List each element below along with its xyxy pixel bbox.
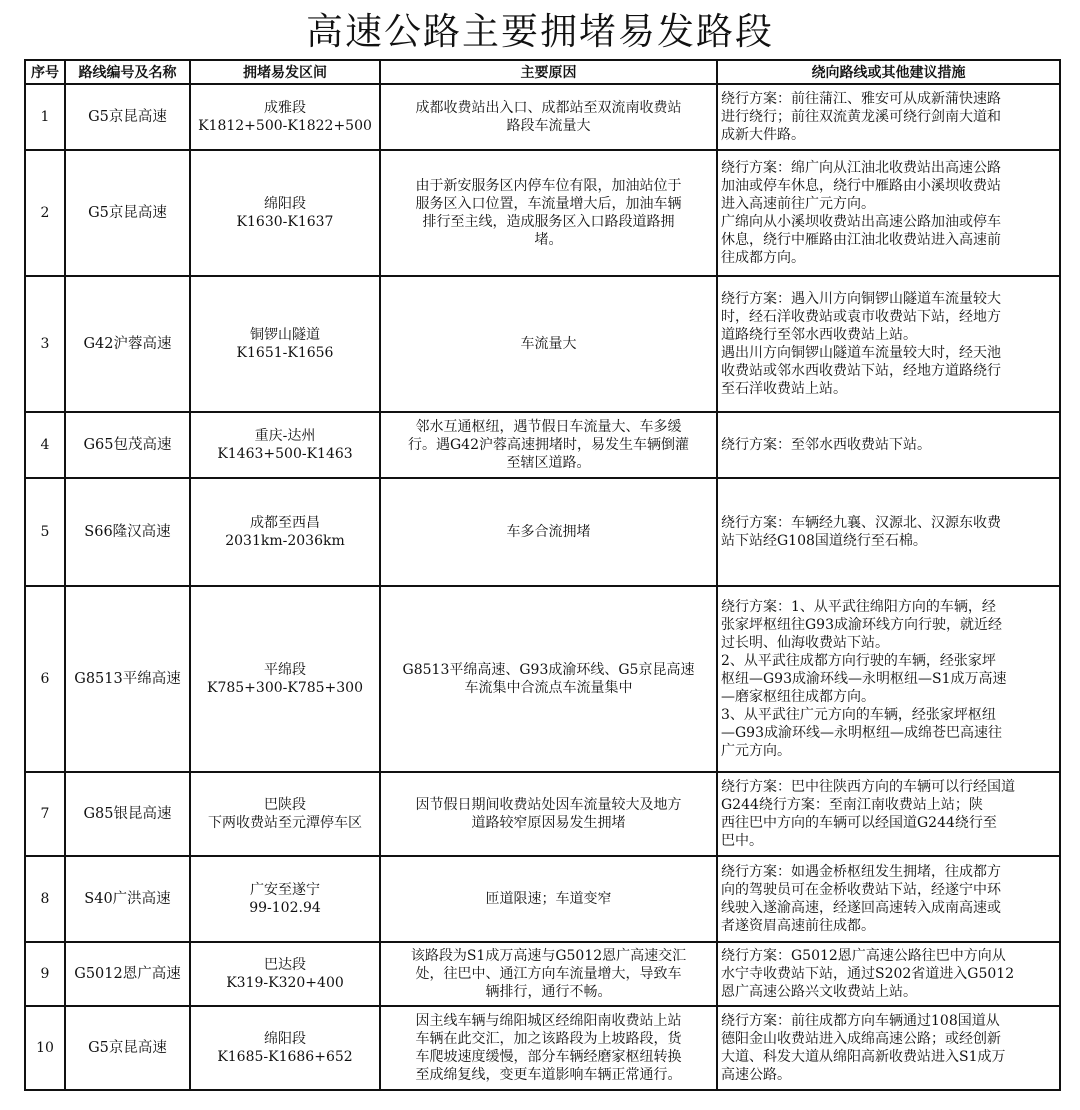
cell-suggestion-line: 广绵向从小溪坝收费站出高速公路加油或停车: [721, 214, 1001, 230]
cell-reason: [380, 586, 717, 772]
header-section: 拥堵易发区间: [190, 60, 380, 84]
cell-suggestion-line: 枢纽—G93成渝环线—永明枢纽—S1成万高速: [721, 671, 1007, 687]
cell-section: [190, 276, 380, 412]
cell-no: 5: [25, 478, 65, 586]
cell-reason: [380, 478, 717, 586]
cell-reason: [380, 276, 717, 412]
cell-suggestion-line: 绕行方案：G5012恩广高速公路往巴中方向从: [721, 948, 1006, 964]
cell-suggestion-line: 西往巴中方向的车辆可以经国道G244绕行至: [721, 815, 997, 831]
cell-no: 1: [25, 84, 65, 150]
cell-section-line: K785+300-K785+300: [207, 680, 363, 696]
table-row: [25, 412, 1060, 478]
cell-reason-line: 匝道限速；车道变窄: [485, 891, 612, 907]
cell-section: [190, 478, 380, 586]
cell-suggestion-line: 成新大件路。: [721, 127, 805, 143]
cell-reason-line: 堵。: [534, 232, 563, 248]
cell-section-line: 广安至遂宁: [250, 882, 320, 898]
cell-section: [190, 84, 380, 150]
table-row: [25, 856, 1060, 942]
cell-reason-line: 车流量大: [520, 336, 577, 352]
cell-route: S66隆汉高速: [65, 478, 190, 586]
cell-suggestion-line: 绕行方案：车辆经九襄、汉源北、汉源东收费: [721, 515, 1001, 531]
cell-reason-line: G8513平绵高速、G93成渝环线、G5京昆高速: [402, 662, 695, 678]
cell-suggestion-line: 高速公路。: [721, 1067, 791, 1083]
table-row: [25, 942, 1060, 1006]
cell-section-line: K1685-K1686+652: [217, 1049, 353, 1065]
cell-section-line: K319-K320+400: [226, 975, 344, 991]
cell-reason-line: 车爬坡速度缓慢，部分车辆经磨家枢纽转换: [415, 1049, 682, 1065]
cell-no: 10: [25, 1006, 65, 1090]
cell-suggestion-line: 张家坪枢纽往G93成渝环线方向行驶，就近经: [721, 617, 1002, 633]
cell-route: G65包茂高速: [65, 412, 190, 478]
cell-section: [190, 772, 380, 856]
cell-section-line: 下两收费站至元潭停车区: [208, 815, 362, 831]
cell-reason: [380, 412, 717, 478]
table-row: [25, 1006, 1060, 1090]
cell-section: [190, 942, 380, 1006]
cell-reason: [380, 84, 717, 150]
header-route: 路线编号及名称: [65, 60, 190, 84]
cell-suggestion-line: 往成都方向。: [721, 250, 805, 266]
header-suggestion: 绕向路线或其他建议措施: [717, 60, 1060, 84]
cell-no: 2: [25, 150, 65, 276]
table-row: [25, 84, 1060, 150]
cell-suggestion-line: 站下站经G108国道绕行至石棉。: [721, 533, 927, 549]
cell-reason-line: 该路段为S1成万高速与G5012恩广高速交汇: [410, 948, 687, 964]
cell-suggestion: [717, 772, 1060, 856]
cell-reason: [380, 856, 717, 942]
cell-suggestion-line: 德阳金山收费站进入成绵高速公路；或经创新: [721, 1031, 1001, 1047]
page-title: 高速公路主要拥堵易发路段: [306, 10, 774, 53]
cell-suggestion-line: G244绕行方案：至南江南收费站上站；陕: [721, 797, 983, 813]
cell-suggestion-line: 绕行方案：1、从平武往绵阳方向的车辆，经: [721, 599, 996, 615]
cell-suggestion-line: 绕行方案：前往成都方向车辆通过108国道从: [721, 1013, 1000, 1029]
cell-reason-line: 路段车流量大: [506, 118, 591, 134]
cell-section-line: 99-102.94: [249, 900, 321, 916]
table-header-row: [25, 60, 1060, 84]
cell-section-line: 2031km-2036km: [225, 533, 345, 549]
cell-reason-line: 车辆在此交汇，加之该路段为上坡路段，货: [415, 1031, 682, 1047]
cell-suggestion: [717, 586, 1060, 772]
cell-reason-line: 服务区入口位置，车流量增大后，加油车辆: [415, 196, 682, 212]
cell-reason-line: 道路较窄原因易发生拥堵: [471, 815, 626, 831]
cell-suggestion-line: 向的驾驶员可在金桥收费站下站，经遂宁中环: [721, 882, 1001, 898]
cell-route: G5京昆高速: [65, 84, 190, 150]
cell-suggestion-line: 进入高速前往广元方向。: [721, 196, 875, 212]
cell-suggestion-line: 绕行方案：巴中往陕西方向的车辆可以行经国道: [721, 779, 1015, 795]
cell-section: [190, 1006, 380, 1090]
cell-section-line: K1463+500-K1463: [217, 446, 353, 462]
cell-suggestion-line: 绕行方案：遇入川方向铜锣山隧道车流量较大: [721, 291, 1001, 307]
cell-suggestion-line: 者遂资眉高速前往成都。: [721, 918, 875, 934]
cell-section-line: K1651-K1656: [236, 345, 334, 361]
cell-section-line: K1630-K1637: [236, 214, 334, 230]
cell-suggestion-line: 休息，绕行中雁路由江油北收费站进入高速前: [721, 232, 1001, 248]
cell-reason-line: 邻水互通枢纽，遇节假日车流量大、车多缓: [415, 419, 682, 435]
cell-reason-line: 至成绵复线，变更车道影响车辆正常通行。: [415, 1067, 682, 1083]
cell-route: G42沪蓉高速: [65, 276, 190, 412]
cell-section: [190, 586, 380, 772]
cell-reason-line: 车流集中合流点车流量集中: [464, 680, 633, 696]
cell-suggestion: [717, 276, 1060, 412]
cell-section: [190, 150, 380, 276]
table-row: [25, 276, 1060, 412]
cell-section-line: 巴陕段: [264, 797, 306, 813]
cell-route: G5京昆高速: [65, 150, 190, 276]
cell-reason-line: 行。遇G42沪蓉高速拥堵时，易发生车辆倒灌: [408, 437, 689, 453]
cell-suggestion-line: 遇出川方向铜锣山隧道车流量较大时，经天池: [721, 345, 1001, 361]
cell-no: 8: [25, 856, 65, 942]
cell-no: 4: [25, 412, 65, 478]
header-reason: 主要原因: [380, 60, 717, 84]
cell-reason: [380, 772, 717, 856]
cell-suggestion-line: 大道、科发大道从绵阳高新收费站进入S1成万: [721, 1049, 1006, 1065]
cell-suggestion-line: 3、从平武往广元方向的车辆，经张家坪枢纽: [721, 707, 996, 723]
cell-suggestion: [717, 150, 1060, 276]
cell-reason-line: 辆排行，通行不畅。: [485, 984, 612, 1000]
cell-no: 3: [25, 276, 65, 412]
cell-section-line: 绵阳段: [264, 196, 306, 212]
cell-suggestion-line: 恩广高速公路兴文收费站上站。: [721, 984, 917, 1000]
cell-route: G8513平绵高速: [65, 586, 190, 772]
cell-reason-line: 处，往巴中、通江方向车流量增大，导致车: [415, 966, 682, 982]
cell-suggestion-line: 线驶入遂渝高速，经遂回高速转入成南高速或: [721, 900, 1001, 916]
cell-reason: [380, 942, 717, 1006]
cell-no: 7: [25, 772, 65, 856]
cell-section-line: K1812+500-K1822+500: [198, 118, 372, 134]
cell-section-line: 重庆-达州: [254, 428, 316, 444]
cell-suggestion-line: 巴中。: [721, 833, 763, 849]
cell-reason-line: 至辖区道路。: [506, 455, 591, 471]
cell-suggestion-line: 广元方向。: [721, 743, 791, 759]
cell-reason-line: 由于新安服务区内停车位有限，加油站位于: [415, 178, 682, 194]
cell-suggestion-line: 2、从平武往成都方向行驶的车辆，经张家坪: [721, 653, 996, 669]
cell-suggestion: [717, 856, 1060, 942]
cell-section: [190, 856, 380, 942]
cell-suggestion-line: 加油或停车休息，绕行中雁路由小溪坝收费站: [721, 178, 1001, 194]
cell-suggestion-line: 绕行方案：前往蒲江、雅安可从成新蒲快速路: [721, 91, 1001, 107]
cell-reason-line: 因节假日期间收费站处因车流量较大及地方: [415, 797, 682, 813]
cell-suggestion-line: —G93成渝环线—永明枢纽—成绵苍巴高速往: [721, 725, 1002, 741]
cell-suggestion-line: 进行绕行；前往双流黄龙溪可绕行剑南大道和: [721, 109, 1001, 125]
cell-suggestion: [717, 1006, 1060, 1090]
cell-route: G5012恩广高速: [65, 942, 190, 1006]
cell-reason-line: 成都收费站出入口、成都站至双流南收费站: [415, 100, 682, 116]
cell-suggestion: [717, 84, 1060, 150]
table-row: [25, 150, 1060, 276]
congestion-table: [24, 59, 1061, 1091]
cell-suggestion-line: 过长明、仙海收费站下站。: [721, 635, 889, 651]
cell-route: G5京昆高速: [65, 1006, 190, 1090]
cell-suggestion-line: 水宁寺收费站下站，通过S202省道进入G5012: [721, 966, 1015, 982]
cell-suggestion-line: 至石洋收费站上站。: [721, 381, 847, 397]
cell-section-line: 成都至西昌: [250, 515, 320, 531]
cell-suggestion: [717, 478, 1060, 586]
cell-suggestion-line: 时，经石洋收费站或袁市收费站下站，经地方: [721, 309, 1001, 325]
cell-suggestion-line: 道路绕行至邻水西收费站上站。: [721, 327, 917, 343]
cell-reason-line: 车多合流拥堵: [506, 524, 591, 540]
cell-route: G85银昆高速: [65, 772, 190, 856]
cell-suggestion-line: 绕行方案：至邻水西收费站下站。: [721, 437, 931, 453]
cell-suggestion: [717, 942, 1060, 1006]
cell-section: [190, 412, 380, 478]
cell-reason-line: 排行至主线，造成服务区入口路段道路拥: [422, 214, 675, 230]
cell-section-line: 成雅段: [264, 100, 306, 116]
cell-section-line: 巴达段: [264, 957, 306, 973]
cell-no: 9: [25, 942, 65, 1006]
cell-no: 6: [25, 586, 65, 772]
cell-section-line: 铜锣山隧道: [250, 327, 320, 343]
header-no: 序号: [25, 60, 65, 84]
cell-reason: [380, 1006, 717, 1090]
cell-suggestion-line: 绕行方案：绵广向从江油北收费站出高速公路: [721, 160, 1001, 176]
table-row: [25, 772, 1060, 856]
cell-reason-line: 因主线车辆与绵阳城区经绵阳南收费站上站: [415, 1013, 682, 1029]
cell-suggestion-line: —磨家枢纽往成都方向。: [721, 689, 875, 705]
cell-suggestion-line: 收费站或邻水西收费站下站，经地方道路绕行: [721, 363, 1001, 379]
cell-section-line: 平绵段: [264, 662, 306, 678]
table-row: [25, 478, 1060, 586]
cell-suggestion-line: 绕行方案：如遇金桥枢纽发生拥堵，往成都方: [721, 864, 1001, 880]
cell-suggestion: [717, 412, 1060, 478]
cell-route: S40广洪高速: [65, 856, 190, 942]
table-row: [25, 586, 1060, 772]
cell-section-line: 绵阳段: [264, 1031, 306, 1047]
cell-reason: [380, 150, 717, 276]
